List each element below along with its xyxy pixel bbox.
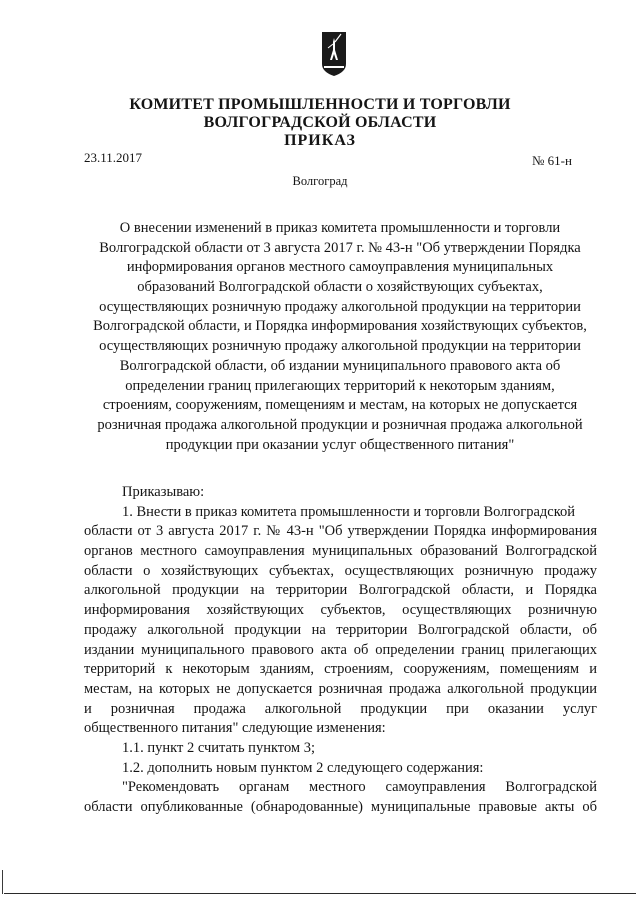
order-directive: Приказываю:: [122, 484, 205, 500]
body-line: издании муниципального правового акта об определении границ прилегающих: [84, 641, 597, 658]
order-body: [84, 483, 597, 818]
subject-line: осуществляющих розничную продажу алкогольной продукции на территории: [99, 298, 581, 315]
subject-line: образований Волгоградской области о хозяйствующих субъектах,: [137, 279, 543, 296]
body-line: 1. Внести в приказ комитета промышленности и торговли Волгоградской: [122, 503, 576, 520]
body-line: органов местного самоуправления муниципальных образований Волгоградской: [84, 543, 597, 560]
order-date: 23.11.2017: [84, 150, 143, 165]
subject-line: Волгоградской области, и Порядка информирования хозяйствующих субъектов,: [93, 318, 587, 335]
subject-line: розничная продажа алкогольной продукции и розничная продажа алкогольной: [97, 416, 583, 433]
body-line: общественного питания" следующие изменения:: [84, 720, 386, 737]
subject-line: осуществляющих розничную продажу алкогольной продукции на территории: [99, 338, 581, 355]
subject-line: О внесении изменений в приказ комитета промышленности и торговли: [119, 220, 561, 236]
body-subitem: 1.2. дополнить новым пунктом 2 следующего содержания:: [122, 759, 484, 776]
order-subject: [80, 219, 600, 455]
committee-name-line2: ВОЛГОГРАДСКОЙ ОБЛАСТИ: [203, 114, 437, 131]
document-type-title: ПРИКАЗ: [284, 132, 356, 149]
scan-edge-mark: [2, 870, 3, 894]
volgograd-motherland-emblem-icon: [320, 30, 348, 78]
body-line: местам, на которых не допускается розничная продажа алкогольной продукции: [84, 680, 597, 697]
body-line: информирования хозяйствующих субъектов, осуществляющих розничную: [84, 602, 597, 619]
body-line: области о хозяйствующих субъектах, осуществляющих розничную продажу: [84, 562, 597, 579]
subject-line: строениям, сооружениям, помещениям и местам, на которых не допускается: [102, 397, 578, 414]
body-subitem: 1.1. пункт 2 считать пунктом 3;: [122, 739, 316, 756]
subject-line: Волгоградской области от 3 августа 2017 г. № 43-н "Об утверждении Порядка: [99, 239, 581, 256]
body-line: "Рекомендовать органам местного самоуправления Волгоградской: [122, 779, 597, 796]
body-line: и розничная продажа алкогольной продукции при оказании услуг: [84, 700, 597, 717]
scan-bottom-edge: [4, 893, 636, 894]
body-line: области от 3 августа 2017 г. № 43-н "Об утверждении Порядка информирования: [84, 523, 597, 540]
subject-line: определении границ прилегающих территорий к некоторым зданиям,: [125, 377, 555, 394]
committee-name-line1: КОМИТЕТ ПРОМЫШЛЕННОСТИ И ТОРГОВЛИ: [129, 96, 511, 113]
subject-line: продукции при оказании услуг общественного питания": [165, 436, 515, 453]
subject-line: Волгоградской области, об издании муниципального правового акта об: [119, 357, 561, 374]
body-line: продажу алкогольной продукции на территории Волгоградской области, об: [84, 621, 597, 638]
body-line: территорий к некоторым зданиям, строениям, сооружениям, помещениям и: [84, 661, 597, 678]
order-number: № 61-н: [532, 153, 572, 168]
subject-line: информирования органов местного самоуправления муниципальных: [126, 259, 554, 276]
body-line: области опубликованные (обнародованные) муниципальные правовые акты об: [84, 799, 597, 815]
order-city: Волгоград: [292, 174, 348, 188]
body-line: алкогольной продукции на территории Волгоградской области, и Порядка: [84, 582, 597, 599]
